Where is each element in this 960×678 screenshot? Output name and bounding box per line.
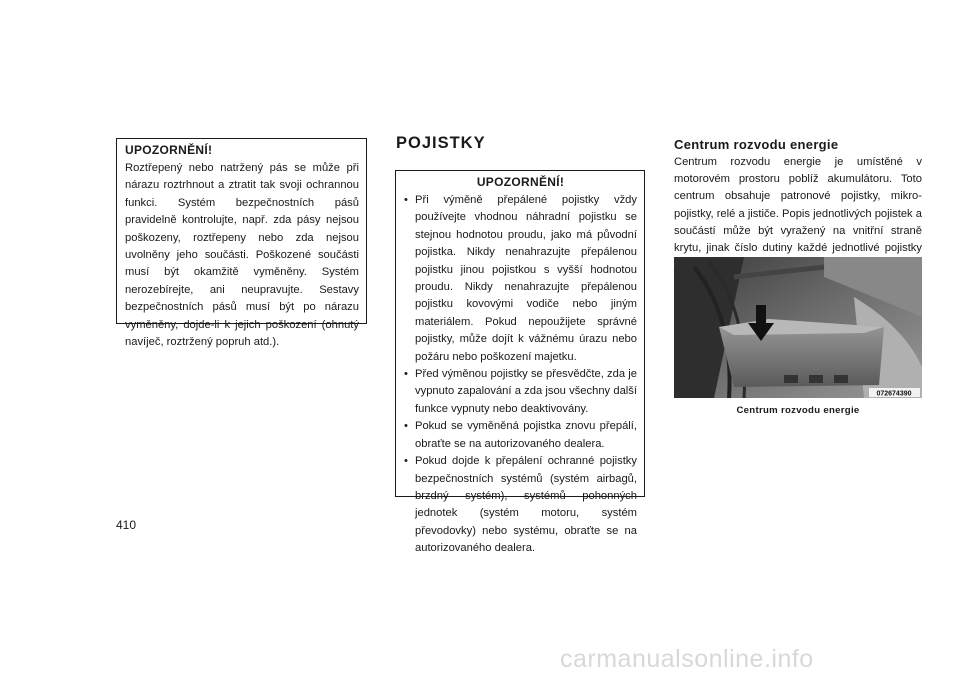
warning-bullet: • Při výměně přepálené pojistky vždy používejte vhodnou náhradní pojistku se stejnou hodnotou proudu, jako má původní pojistka. Nikdy nenahrazujte přepálenou pojistku jinou pojistkou s vyšší hodnotou proudu. Nikdy nenahrazujte přepálenou pojistku kovovými vodiče nebo jiným materiálem. Pokud nepoužijete správné pojistky, může dojít k vážnému úrazu nebo požáru nebo poškození majetku.	[404, 192, 637, 366]
warning-bullet: • Pokud se vyměněná pojistka znovu přepálí, obraťte se na autorizovaného dealera.	[404, 418, 637, 453]
warning-list	[404, 192, 637, 558]
engine-bay-illustration	[674, 257, 922, 398]
centrum-description: Centrum rozvodu energie je umístěné v motorovém prostoru poblíž akumulátoru. Toto centrum obsahuje patronové pojistky, mikro-pojistky, relé a jističe. Popis jednotlivých pojistek a součástí může být vyražený na vnitřní straně krytu, jinak číslo dutiny každé jednotlivé pojistky	[674, 156, 922, 255]
watermark: carmanualsonline.info	[560, 645, 814, 673]
photo-caption: Centrum rozvodu energie	[736, 405, 860, 416]
arrow-shaft	[756, 305, 766, 325]
seatbelt-warning-box	[116, 138, 367, 349]
warning-title: UPOZORNĚNÍ!	[476, 175, 565, 189]
page-number: 410	[116, 518, 137, 532]
warning-bullet: • Pokud dojde k přepálení ochranné pojistky bezpečnostních systémů (systém airbagů, brzdný systém), systémů pohonných jednotek (systém motoru, systém převodovky) nebo systému, obraťte se na autorizovaného dealera.	[404, 453, 637, 557]
warning-title: UPOZORNĚNÍ!	[125, 143, 213, 157]
section-heading-pojistky: POJISTKY	[396, 134, 486, 152]
fuse-warning-box	[395, 170, 645, 555]
section-heading-centrum: Centrum rozvodu energie	[674, 137, 839, 152]
warning-bullet: • Před výměnou pojistky se přesvědčte, zda je vypnuto zapalování a zda jsou všechny další funkce vypnuty nebo deaktivovány.	[404, 366, 637, 418]
power-distribution-center-photo	[674, 257, 922, 398]
warning-text: Roztřepený nebo natržený pás se může při nárazu roztrhnout a ztratit tak svoji ochrannou funkci. Systém bezpečnostních pásů pravidelně kontrolujte, např. zda pásy nejsou poškozeny, roztřepeny nebo zda nejsou uvolněny jeho součásti. Poškozené součásti musí být okamžitě vyměněny. Systém nerozebírejte, ani neupravujte. Sestavy bezpečnostních pásů musí být po nárazu vyměněny, dojde-li k jejich poškození (ohnutý navíječ, roztržený popruh atd.).	[125, 162, 359, 349]
photo-code: 072674390	[876, 390, 912, 398]
